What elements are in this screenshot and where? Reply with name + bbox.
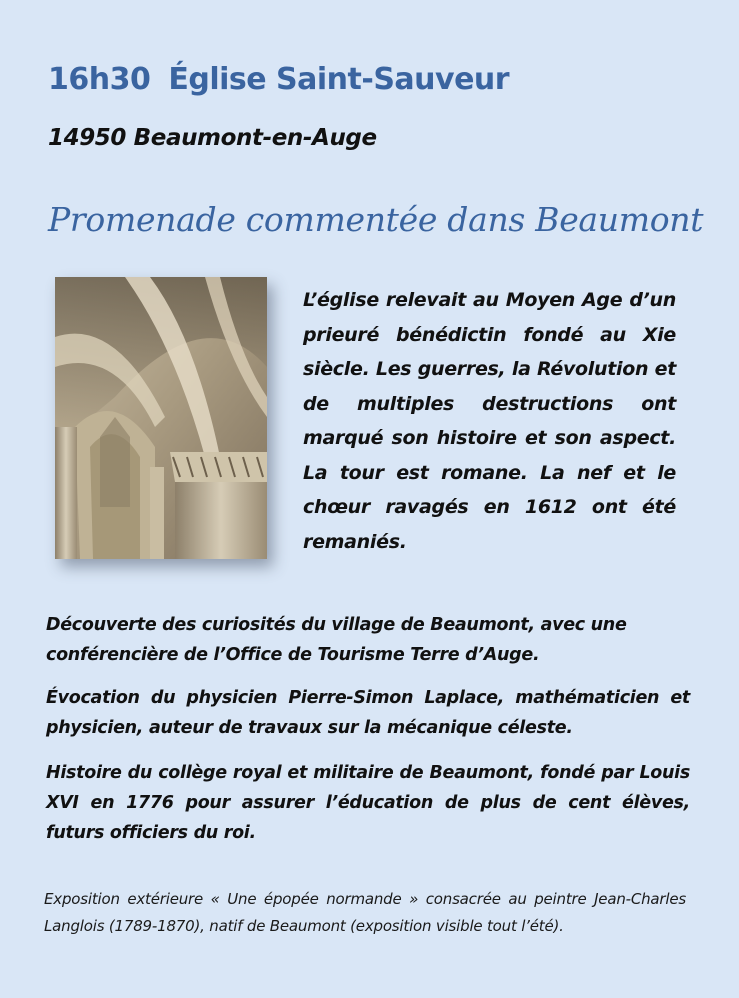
church-interior-photo (55, 277, 267, 559)
event-subtitle: Promenade commentée dans Beaumont (48, 200, 704, 239)
paragraph-laplace: Évocation du physicien Pierre-Simon Laplace, mathématicien et physicien, auteur de travaux sur la mécanique céleste. (46, 688, 690, 738)
intro-text: L’église relevait au Moyen Age d’un prieuré bénédictin fondé au Xie siècle. Les guerres, la Révolution et de multiples destructions ont marqué son histoire et son aspect. La tour est romane. La nef et le chœur ravagés en 1612 ont été remaniés. (303, 289, 676, 553)
event-address: 14950 Beaumont-en-Auge (48, 125, 377, 151)
paragraph-college: Histoire du collège royal et militaire de Beaumont, fondé par Louis XVI en 1776 pour assurer l’éducation de plus de cent élèves, futurs officiers du roi. (46, 763, 690, 843)
paragraph-visit: Découverte des curiosités du village de Beaumont, avec une conférencière de l’Office de Tourisme Terre d’Auge. (46, 615, 627, 665)
header-time-title (48, 62, 509, 97)
event-title: Église Saint-Sauveur (168, 62, 510, 97)
event-time: 16h30 (48, 62, 151, 97)
exhibition-note: Exposition extérieure « Une épopée normande » consacrée au peintre Jean-Charles Langlois (1789-1870), natif de Beaumont (exposition visible tout l’été). (44, 890, 686, 935)
